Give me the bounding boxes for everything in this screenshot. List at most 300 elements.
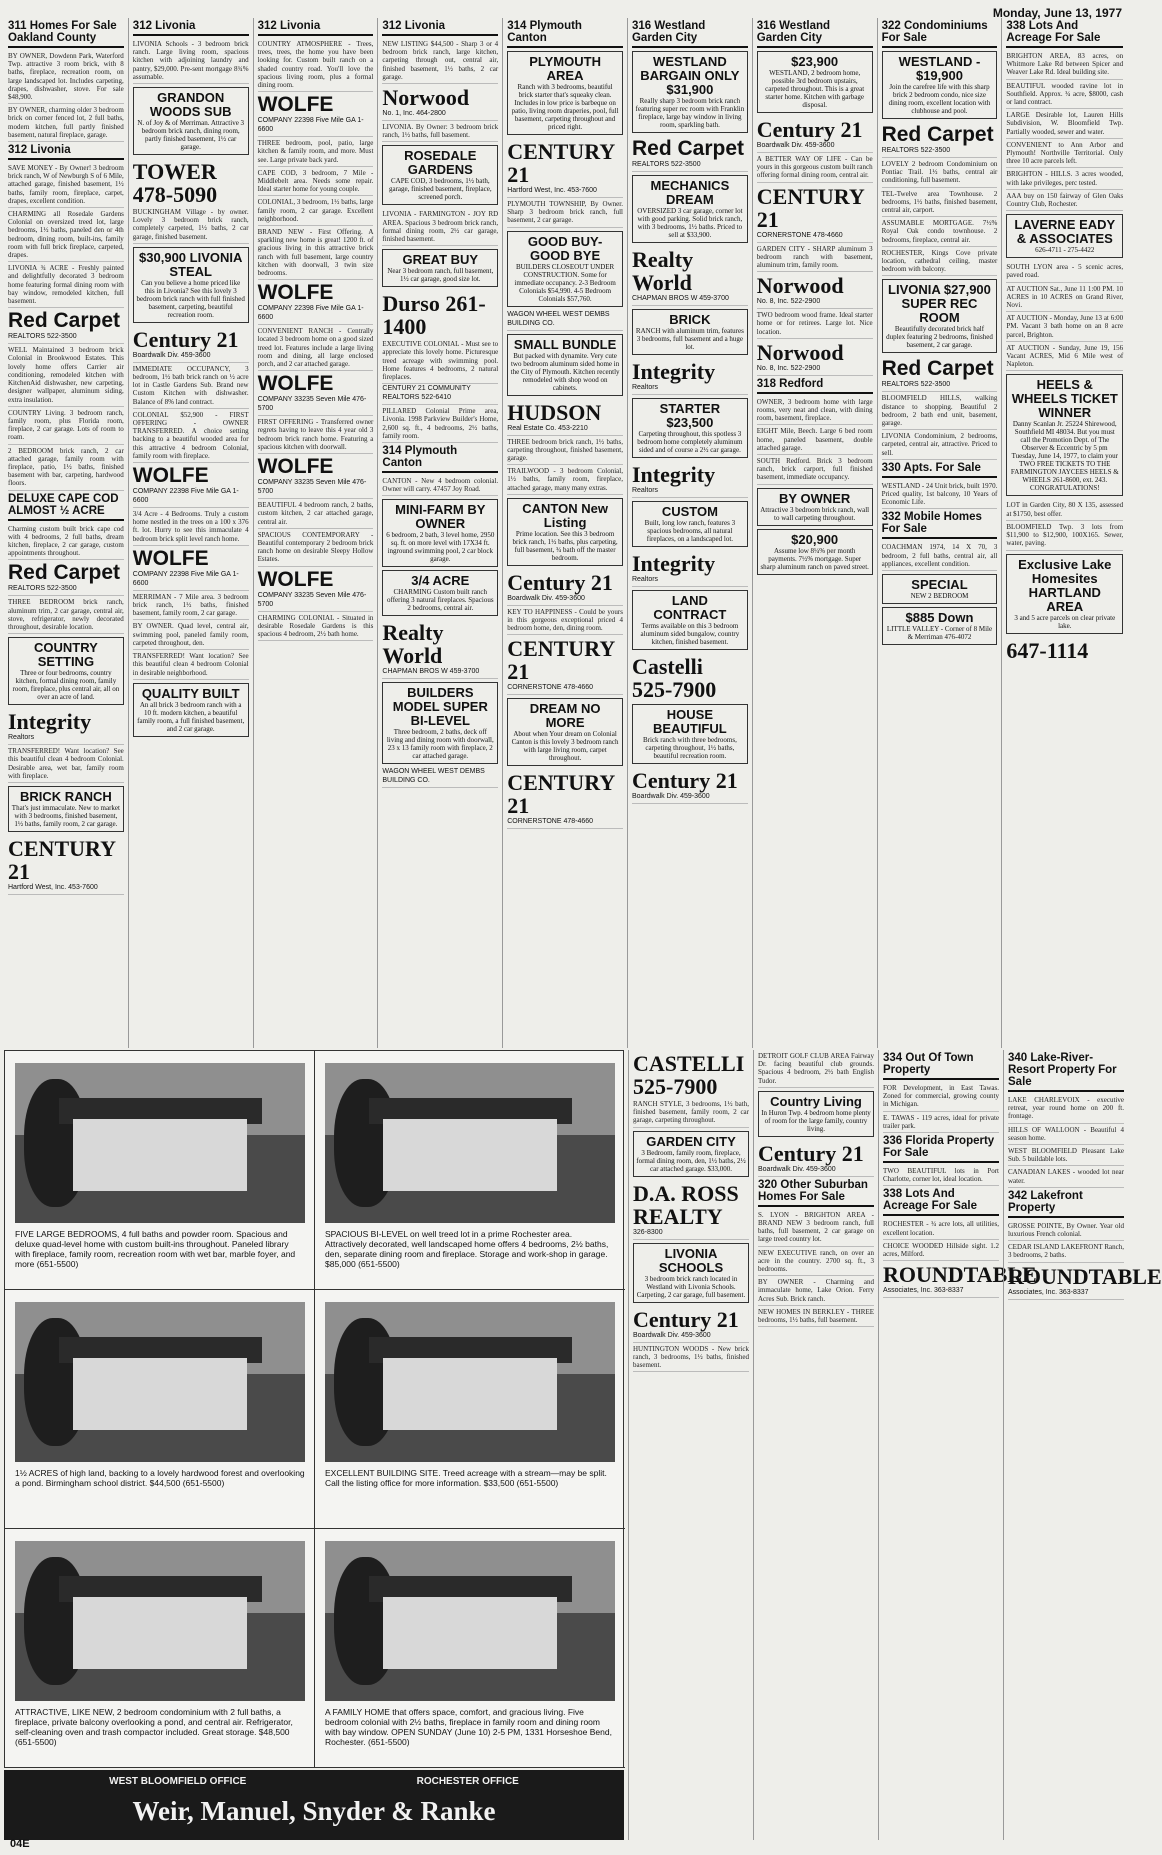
classified-ad: CHARMING COLONIAL - Situated in desirable Rosedale Gardens is this spacious 4 bedroom, 2½ bath home. (258, 612, 374, 642)
display-ad-body: Attractive 3 bedroom brick ranch, wall to wall carpeting throughout. (760, 505, 870, 522)
display-ad-body: Three bedroom, 2 baths, deck off living and dining room with doorwall, 23 x 13 family room with fireplace, 2 car attached garage. (386, 728, 494, 761)
display-ad (1006, 554, 1123, 634)
display-ad-headline: BUILDERS MODEL SUPER BI-LEVEL (392, 685, 488, 729)
classified-ad: BRAND NEW - First Offering. A sparkling new home is great! 1200 ft. of gracious living in this attractive brick ranch with full basement, large country kitchen with doorwall, 3 twin size bedrooms. (258, 226, 374, 280)
classified-ad: IMMEDIATE OCCUPANCY, 3 bedroom, 1½ bath brick ranch on ½ acre lot in Castle Gardens Sub. Brand new Custom Kitchen with dishwasher. Balance of 8% land contract. (133, 363, 249, 409)
listing-photo (15, 1302, 305, 1462)
classified-ad: S. LYON - BRIGHTON AREA - BRAND NEW 3 bedroom ranch, full baths, full basement, 2 car garage on large treed country lot. (758, 1209, 874, 1247)
realty-photo-ad (4, 1050, 624, 1768)
classified-ad: THREE bedroom brick ranch, 1½ baths, carpeting throughout, finished basement, garage. (507, 436, 623, 466)
realtor-tagline: 326-8300 (633, 1228, 749, 1240)
realtor-tagline: CORNERSTONE 478-4660 (507, 817, 623, 829)
lower-column-2 (753, 1050, 878, 1840)
classified-ad: BLOOMFIELD Twp. 3 lots from $11,900 to $12,900, 100X165. Sewer, water, paving. (1006, 521, 1123, 551)
display-ad-body: Assume low 8¼% per month payments. 7½% mortgage. Super sharp aluminum ranch on paved street. (760, 546, 869, 571)
classified-ad: TEL-Twelve area Townhouse. 2 bedrooms, 1½ baths, finished basement, central air, carport. (882, 188, 998, 218)
classified-ad: LIVONIA Schools - 3 bedroom brick ranch. Large living room, spacious kitchen with adjoining laundry and pantry, $29,000. Pre-sent mortgage 8¾% assumable. (133, 38, 249, 84)
classified-ad: NEW EXECUTIVE ranch, on over an acre in the country. 2700 sq. ft., 3 bedrooms. (758, 1247, 874, 1277)
classified-ad: AT AUCTION Sat., June 11 1:00 PM. 10 ACRES in 10 ACRES on Grand River, Novi. (1006, 283, 1123, 313)
classified-ad: EXECUTIVE COLONIAL - Must see to appreciate this lovely home. Picturesque treed acreage with swimming pool. Home features 4 bedrooms, 2 natural fireplaces. (382, 338, 498, 384)
display-ad-body: That's just immaculate. New to market with 3 bedrooms, finished basement, 1½ baths, family room, 2 car garage. (11, 803, 120, 828)
display-ad-headline: $30,900 LIVONIA STEAL (139, 249, 243, 279)
realtor-tagline: Associates, Inc. 363-8337 (883, 1286, 999, 1298)
realtor-logo: CENTURY 21 (756, 183, 864, 232)
realtor-logo: Integrity (631, 462, 716, 487)
realtor-logo: Norwood (756, 339, 844, 365)
section-heading: 312 Livonia (258, 18, 374, 36)
classified-ad: CANADIAN LAKES - wooded lot near water. (1008, 1166, 1124, 1187)
classified-ad: 2 BEDROOM brick ranch, 2 car attached garage, family room with fireplace, patio, 1½ baths, finished basement with bar, carpeting, hardwood floors. (8, 445, 124, 491)
classified-ad: BY OWNER, charming older 3 bedroom brick on corner fenced lot, 2 full baths, modern kitchen, full partly finished basement, natural fireplace, garage. (8, 104, 124, 142)
classified-ad: SPACIOUS CONTEMPORARY - Beautiful contemporary 2 bedroom brick ranch home on desirable Sleepy Hollow Estates. (258, 529, 374, 567)
classified-ad: TRANSFERRED! Want location? See this beautiful clean 4 bedroom Colonial in desirable neighborhood. (133, 650, 249, 680)
display-ad-body: Really sharp 3 bedroom brick ranch featuring super rec room with Franklin fireplace, large bay window in living room, sparkling bath. (635, 97, 745, 129)
classified-ad: WESTLAND - 24 Unit brick, built 1970. Priced quality, 1st balcony, 10 Years of Economic Life. (882, 480, 998, 510)
classified-ad: COUNTRY ATMOSPHERE - Trees, trees, trees, the home you have been looking for. Custom built ranch on a shaded country road. You'll love the spacious living room, plus a formal dining room. (258, 38, 374, 92)
display-ad (633, 1243, 749, 1303)
realtor-logo: TOWER 478-5090 (132, 159, 218, 208)
listing-photo (15, 1063, 305, 1223)
realtor-tagline: Realtors (632, 486, 748, 498)
classified-ad: WEST BLOOMFIELD Pleasant Lake Sub. 5 buildable lots. (1008, 1145, 1124, 1166)
display-ad-body: Near 3 bedroom ranch, full basement, 1½ car garage, good size lot. (387, 267, 494, 284)
realtor-tagline: Real Estate Co. 453-2210 (507, 424, 623, 436)
display-ad (1006, 374, 1123, 496)
realtor-tagline: Boardwalk Div. 459-3600 (757, 141, 873, 153)
realtor-tagline: Boardwalk Div. 459-3600 (632, 792, 748, 804)
classified-ad: A BETTER WAY OF LIFE - Can be yours in this gorgeous custom built ranch offering formal dining room, central air. (757, 153, 873, 183)
display-ad (8, 637, 124, 705)
realtor-logo: D.A. ROSS REALTY (633, 1180, 739, 1229)
display-ad-headline: LAND CONTRACT (653, 593, 727, 622)
section-heading: 316 Westland Garden City (757, 18, 873, 48)
display-ad-body: BUILDERS CLOSEOUT UNDER CONSTRUCTION. Some for immediate occupancy. 2-3 Bedroom Colonials $54,990. 4-5 Bedroom Colonials $57,760. (514, 262, 616, 303)
classified-ad: THREE bedroom, pool, patio, large kitchen & family room, and more. Must see. Large private back yard. (258, 137, 374, 167)
realtor-tagline: REALTORS 522-3500 (632, 160, 748, 172)
display-ad-body: Brick ranch with three bedrooms, carpeting throughout, 1½ baths, beautiful recreation room. (642, 736, 737, 760)
realtor-tagline: COMPANY 33235 Seven Mile 476-5700 (258, 478, 374, 499)
column-8 (878, 18, 1003, 1048)
display-ad-body: Can you believe a home priced like this in Livonia? See this lovely 3 bedroom brick ranch with full finished basement, carpeting, beautiful recreation room. (136, 278, 245, 319)
display-ad-headline: $885 Down (905, 610, 974, 626)
display-ad-headline: ROSEDALE GARDENS (404, 148, 477, 178)
display-ad (133, 247, 249, 323)
classified-ad: RANCH STYLE, 3 bedrooms, 1½ bath, finished basement, family room, 2 car garage, carpeting throughout. (633, 1098, 749, 1128)
classified-ad: HILLS OF WALLOON - Beautiful 4 season home. (1008, 1124, 1124, 1145)
realtor-logo: 647-1114 (1006, 637, 1089, 663)
realtor-tagline: Hartford West, Inc. 453-7600 (8, 883, 124, 895)
listing-photo (15, 1541, 305, 1701)
classified-ad: AT AUCTION - Monday, June 13 at 6:00 PM. Vacant 3 bath home on an 8 acre parcel, Brighton. (1006, 312, 1123, 342)
display-ad-headline: 3/4 ACRE (411, 573, 470, 589)
realtor-logo: Century 21 (132, 326, 239, 352)
classified-ad: BEAUTIFUL 4 bedroom ranch, 2 baths, custom kitchen, 2 car attached garage, central air. (258, 499, 374, 529)
realtor-tagline: COMPANY 33235 Seven Mile 476-5700 (258, 395, 374, 416)
realtor-logo: WOLFE (257, 93, 334, 117)
realtor-logo: Realty World (631, 247, 694, 295)
display-ad (382, 145, 498, 205)
display-ad (507, 51, 623, 135)
realtor-tagline: COMPANY 22398 Five Mile GA 1-6600 (133, 570, 249, 591)
display-ad-body: In Huron Twp. 4 bedroom home plenty of room for the large family, country living. (761, 1108, 871, 1133)
classified-ad: DETROIT GOLF CLUB AREA Fairway Dr. facing beautiful club grounds. Spacious 4 bedroom, 2½ bath English Tudor. (758, 1050, 874, 1088)
realtor-logo: Red Carpet (881, 123, 994, 146)
display-ad (882, 51, 998, 119)
lower-column-3 (878, 1050, 1037, 1840)
lower-column-4 (1003, 1050, 1162, 1840)
display-ad (882, 607, 998, 645)
section-heading: 312 Livonia (382, 18, 498, 36)
section-heading: 314 Plymouth Canton (507, 18, 623, 48)
classified-ad: CONVENIENT to Ann Arbor and Plymouth! Northville Territorial. Only three 10 acre parcels left. (1006, 139, 1123, 169)
display-ad (632, 704, 748, 764)
listing-photo-item (5, 1051, 315, 1290)
classified-ad: GROSSE POINTE, By Owner. Year old luxurious French colonial. (1008, 1220, 1124, 1241)
realtor-logo: Century 21 (507, 569, 613, 595)
display-ad (633, 1131, 749, 1177)
realtor-tagline: WAGON WHEEL WEST DEMBS BUILDING CO. (382, 767, 498, 788)
classified-columns (4, 18, 1128, 1048)
realtor-logo: WOLFE (132, 546, 209, 570)
display-ad (382, 682, 498, 764)
realtor-logo: WOLFE (257, 372, 334, 396)
section-heading: 314 Plymouth Canton (382, 443, 498, 473)
realtor-tagline: CORNERSTONE 478-4660 (507, 683, 623, 695)
section-heading: 322 Condominiums For Sale (882, 18, 998, 48)
display-ad-body: Danny Scanlan Jr. 25224 Shirewood, Southfield MI 48034. But you must call the Promotion Dept. of The Observer & Eccentric by 5 pm Tuesday, June 14, 1977, to claim your TWO FREE TICKETS TO THE FARMINGTON JAYCEES HEELS & WHEELS 261-8600, ext. 243. CONGRATULATIONS! (1010, 420, 1119, 493)
display-ad (632, 51, 748, 133)
display-ad-body: CHARMING Custom built ranch offering 3 natural fireplaces. Spacious 2 bedrooms, central air. (386, 588, 494, 613)
realtor-logo: Integrity (631, 551, 716, 576)
column-5 (503, 18, 628, 1048)
listing-photo-item (5, 1529, 315, 1768)
classified-ad: CEDAR ISLAND LAKEFRONT Ranch, 3 bedrooms, 2 baths. (1008, 1241, 1124, 1262)
listing-caption: A FAMILY HOME that offers space, comfort, and gracious living. Five bedroom colonial with 2½ baths, fireplace in family room and dining room with bay window. OPEN SUNDAY (June 10) 2-5 PM, 1331 Horseshoe Bend, Rochester. (651-5500) (325, 1707, 612, 1747)
listing-caption: EXCELLENT BUILDING SITE. Treed acreage with a stream—may be split. Call the listing office for more information. $33,500 (651-5500) (325, 1468, 607, 1488)
display-ad-body: LITTLE VALLEY - Corner of 8 Mile & Merriman 476-4072 (886, 625, 993, 642)
classified-ad: TRAILWOOD - 3 bedroom Colonial, 1½ baths, family room, fireplace, attached garage, many many extras. (507, 465, 623, 495)
classified-ad: ASSUMABLE MORTGAGE. 7½% Royal Oak condo townhouse. 2 bedrooms, fireplace, central air. (882, 217, 998, 247)
realtor-tagline: REALTORS 522-3500 (8, 584, 124, 596)
classified-ad: ROCHESTER, Kings Cove private location, cathedral ceiling, master bedroom with balcony. (882, 247, 998, 277)
classified-ad: BEAUTIFUL wooded ravine lot in Southfield. Approx. ¾ acre, $8000, cash or land contract. (1006, 80, 1123, 110)
classified-ad: CAPE COD, 3 bedroom, 7 Mile - Middlebelt area. Needs some repair. Ideal starter home for young couple. (258, 167, 374, 197)
display-ad-headline: SPECIAL (911, 577, 968, 593)
classified-ad: LOT in Garden City, 80 X 135, assessed at $1750, best offer. (1006, 499, 1123, 520)
classified-ad: CHOICE WOODED Hillside sight. 1.2 acres, Milford. (883, 1240, 999, 1261)
display-ad (507, 231, 623, 307)
display-ad (632, 175, 748, 243)
realtor-logo: CENTURY 21 (8, 835, 116, 884)
display-ad-body: Terms available on this 3 bedroom aluminum sided bungalow, country kitchen, finished basement. (640, 622, 740, 646)
realtor-logo: Century 21 (633, 1306, 739, 1332)
classified-ad: AAA buy on 150 fairway of Glen Oaks Country Club, Rochester. (1006, 190, 1123, 211)
display-ad-body: NEW 2 BEDROOM (910, 592, 969, 601)
realtor-tagline: COMPANY 22398 Five Mile GA 1-6600 (258, 304, 374, 325)
display-ad (632, 398, 748, 458)
display-ad (632, 501, 748, 547)
display-ad-headline: BRICK RANCH (20, 788, 112, 804)
display-ad-headline: QUALITY BUILT (141, 685, 240, 701)
section-heading: 320 Other Suburban Homes For Sale (758, 1177, 874, 1207)
realtor-logo: HUDSON (507, 399, 602, 425)
realtor-tagline: No. 8, Inc. 522-2900 (757, 297, 873, 309)
display-ad-headline: Country Living (770, 1093, 862, 1109)
realtor-tagline: REALTORS 522-3500 (8, 332, 124, 344)
realtor-tagline: Boardwalk Div. 459-3600 (133, 351, 249, 363)
classified-ad: 3/4 Acre - 4 Bedrooms. Truly a custom home nestled in the trees on a 100 x 376 ft. lot. Hurry to see this immaculate 4 bedroom brick split level ranch home. (133, 508, 249, 546)
section-heading: 316 Westland Garden City (632, 18, 748, 48)
realtor-tagline: Boardwalk Div. 459-3600 (758, 1165, 874, 1177)
display-ad-headline: SMALL BUNDLE (513, 336, 617, 352)
display-ad-body: Three or four bedrooms, country kitchen, formal dining room, family room, fireplace, plus central air, all on over an acre of land. (12, 669, 120, 702)
classified-ad: FOR Development, in East Tawas. Zoned for commercial, growing county in Michigan. (883, 1082, 999, 1112)
display-ad-headline: GREAT BUY (402, 252, 479, 268)
realtor-logo: Century 21 (756, 117, 863, 142)
classified-ad: COACHMAN 1974, 14 X 70, 3 bedroom, 2 full baths, central air, all appliances, excellent condition. (882, 541, 998, 571)
listing-photo-item (315, 1290, 625, 1529)
classified-ad: LIVONIA Condominium, 2 bedrooms, carpeted, central air, attractive. Priced to sell. (882, 430, 998, 460)
realtor-logo: WOLFE (257, 455, 334, 479)
realtor-logo: Realty World (382, 620, 444, 669)
classified-ad: AT AUCTION - Sunday, June 19, 156 Vacant ACRES, Mid 6 Mile west of Napleton. (1006, 342, 1123, 372)
realtor-tagline: No. 8, Inc. 522-2900 (757, 364, 873, 376)
classified-ad: SAVE MONEY - By Owner! 3 bedroom brick ranch, W of Newburgh S of 6 Mile, attached garage, finished basement, 1½ baths, family room, fireplace, carpet, drapes, excellent condition. (8, 162, 124, 208)
section-heading: 340 Lake-River-Resort Property For Sale (1008, 1050, 1124, 1092)
column-2 (129, 18, 254, 1048)
classified-ad: LAKE CHARLEVOIX - executive retreat, year round home on 200 ft. frontage. (1008, 1094, 1124, 1124)
realtor-logo: ROUNDTABLE (1008, 1263, 1162, 1289)
realtor-tagline: CHAPMAN BROS W 459-3700 (382, 667, 498, 679)
office-rochester: ROCHESTER OFFICE (416, 1776, 519, 1787)
display-ad (507, 698, 623, 766)
display-ad-body: CAPE COD, 3 bedrooms, 1½ bath, garage, finished basement, fireplace, screened porch. (388, 177, 492, 202)
display-ad-headline: STARTER $23,500 (659, 401, 721, 430)
display-ad-headline: WESTLAND - $19,900 (898, 54, 981, 83)
display-ad-headline: WESTLAND BARGAIN ONLY $31,900 (640, 54, 740, 97)
display-ad-body: WESTLAND, 2 bedroom home, possible 3rd bedroom upstairs, carpeted throughout. This is a great starter home. Kitchen with garbage disposal. (765, 69, 865, 109)
display-ad-headline: HEELS & WHEELS TICKET WINNER (1011, 377, 1118, 421)
listing-photo-item (315, 1051, 625, 1290)
display-ad-body: Carpeting throughout, this spotless 3 bedroom home completely aluminum sided and of course a 2½ car garage. (637, 430, 743, 454)
display-ad-headline: BY OWNER (779, 490, 851, 506)
classified-ad: BRIGHTON - HILLS. 3 acres wooded, with lake privileges, perc tested. (1006, 168, 1123, 189)
classified-ad: PILLARED Colonial Prime area, Livonia. 1998 Parkview Builder's Home, 2,600 sq. ft., 4 bedrooms, 2½ baths, family room. (382, 405, 498, 443)
section-heading: 312 Livonia (133, 18, 249, 36)
section-heading: 330 Apts. For Sale (882, 460, 998, 478)
realtor-tagline: Associates, Inc. 363-8337 (1008, 1288, 1124, 1300)
display-ad (632, 590, 748, 650)
display-ad-body: But packed with dynamite. Very cute two bedroom aluminum sided home in the City of Plymouth. Kitchen recently remodeled with shop wood on cabinets. (510, 351, 620, 392)
classified-columns-lower (628, 1050, 1162, 1840)
classified-ad: BUCKINGHAM Village - by owner. Lovely 3 bedroom brick ranch, completely carpeted, 1½ baths, 2 car garage, finished basement. (133, 206, 249, 244)
classified-ad: LIVONIA - FARMINGTON - JOY RD AREA. Spacious 3 bedroom brick ranch, formal dining room, 2½ car garage, finished basement. (382, 208, 498, 246)
classified-ad: TRANSFERRED! Want location? See this beautiful clean 4 bedroom Colonial. Desirable area, wet bar, family room with fireplace. (8, 745, 124, 783)
classified-ad: E. TAWAS - 119 acres, ideal for private trailer park. (883, 1112, 999, 1133)
classified-ad: BY OWNER. Quad level, central air, swimming pool, paneled family room, carpeted throughout, den. (133, 620, 249, 650)
display-ad-headline: PLYMOUTH AREA (529, 54, 601, 83)
classified-ad: NEW LISTING $44,500 - Sharp 3 or 4 bedroom brick ranch, large kitchen, carpeting through out, central air, finished basement, 1½ baths, 2 car garage. (382, 38, 498, 84)
display-ad (382, 499, 498, 567)
classified-ad: Charming custom built brick cape cod with 4 bedrooms, 2 full baths, dream kitchen, fireplace, 2 car garage, custom appointments throughout. (8, 523, 124, 561)
classified-ad: CONVENIENT RANCH - Centrally located 3 bedroom home on a good sized treed lot. Features include a large living room and dining, all large enclosed porch, and 2 car attached garage. (258, 325, 374, 371)
classified-ad: COLONIAL, 3 bedroom, 1½ baths, large family room, 2 car garage. Excellent neighborhood. (258, 196, 374, 226)
realtor-tagline: Boardwalk Div. 459-3600 (507, 594, 623, 606)
display-ad-headline: LIVONIA SCHOOLS (658, 1245, 724, 1275)
lower-column-1 (628, 1050, 753, 1840)
realtor-tagline: REALTORS 522-3500 (882, 146, 998, 158)
realtor-logo: Red Carpet (8, 561, 121, 585)
column-1 (4, 18, 129, 1048)
display-ad (507, 498, 623, 566)
classified-ad: TWO BEAUTIFUL lots in Port Charlotte, corner lot, ideal location. (883, 1165, 999, 1186)
display-ad (382, 249, 498, 287)
display-ad-headline: $23,900 (791, 54, 839, 69)
realtor-tagline: COMPANY 33235 Seven Mile 476-5700 (258, 591, 374, 612)
classified-ad: COLONIAL $52,900 - FIRST OFFERING - OWNER TRANSFERRED. A choice setting backing to a beautiful wooded area for this attractive 4 bedroom Colonial, family room with fireplace. (133, 409, 249, 463)
display-ad-headline: GRANDON WOODS SUB (149, 90, 232, 120)
display-ad (882, 574, 998, 604)
classified-ad: BLOOMFIELD HILLS, walking distance to shopping. Beautiful 2 bedroom, 2 bath end unit, basement, garage. (882, 392, 998, 430)
realtor-tagline: COMPANY 22398 Five Mile GA 1-6600 (258, 116, 374, 137)
display-ad (133, 87, 249, 155)
realtor-logo: CASTELLI 525-7900 (633, 1051, 745, 1099)
display-ad-body: OVERSIZED 3 car garage, corner lot with good parking. Solid brick ranch, with 3 bedrooms, 1½ baths. Priced to sell at $33,900. (637, 207, 743, 239)
realtor-logo: WOLFE (257, 281, 334, 305)
realtor-tagline: REALTORS 522-3500 (882, 380, 998, 392)
realtor-logo: Norwood (382, 85, 470, 111)
classified-ad: KEY TO HAPPINESS - Could be yours in this gorgeous exceptional priced 4 bedroom home, den, dining room. (507, 606, 623, 636)
display-ad-body: RANCH with aluminum trim, features 3 bedrooms, full basement and a huge lot. (635, 327, 744, 351)
display-ad (758, 1091, 874, 1137)
classified-ad: MERRIMAN - 7 Mile area. 3 bedroom brick ranch, 1½ baths, finished basement, family room, 2 car garage. (133, 591, 249, 621)
display-ad-headline: MECHANICS DREAM (650, 178, 730, 207)
listing-photo (325, 1302, 615, 1462)
classified-ad: BRIGHTON AREA, 83 acres, on Whitmore Lake Rd between Spicer and Weaver Lake Rd. Ideal building site. (1006, 50, 1123, 80)
classified-ad: HUNTINGTON WOODS - New brick ranch, 3 bedrooms, 1½ baths, finished basement. (633, 1343, 749, 1373)
classified-ad: WELL Maintained 3 bedroom brick Colonial in Brookwood Estates. This lovely home offers Carrier air conditioning, remodeled kitchen with KitchenAid dishwasher, new carpeting, designer wallpaper, aluminum siding, extra insulation. (8, 344, 124, 406)
section-heading: 332 Mobile Homes For Sale (882, 509, 998, 539)
column-6 (628, 18, 753, 1048)
display-ad-body: 3 bedroom brick ranch located in Westland with Livonia Schools. Carpeting, 2 car garage, full basement. (636, 1274, 746, 1299)
display-ad-body: Ranch with 3 bedrooms, beautiful brick starter that's squeaky clean. Includes in low price is barbeque on patio, living room draperies, pool, full basement, carpeting throughout and priced right. (511, 83, 619, 131)
realtor-tagline: WAGON WHEEL WEST DEMBS BUILDING CO. (507, 310, 623, 331)
display-ad-body: About when Your dream on Colonial Canton is this lovely 3 bedroom ranch with large living room, carpet throughout. (511, 730, 619, 763)
realtor-tagline: Hartford West, Inc. 453-7600 (507, 186, 623, 198)
realtor-tagline: Realtors (8, 733, 124, 745)
display-ad-body: 3 and 5 acre parcels on clear private lake. (1014, 613, 1116, 630)
column-4 (378, 18, 503, 1048)
realtor-logo: ROUNDTABLE (883, 1262, 1037, 1288)
realtor-tagline: CENTURY 21 COMMUNITY REALTORS 522-6410 (382, 384, 498, 405)
display-ad-headline: $20,900 (791, 531, 839, 547)
section-heading: 338 Lots And Acreage For Sale (1006, 18, 1123, 48)
column-9 (1002, 18, 1127, 1048)
classified-ad: BY OWNER, Dowdenn Park, Waterford Twp. attractive 3 room brick, with 8 baths, fireplace, recreation room, on large landscaped lot. Includes carpeting, drapes, dishwasher, stove. For sale $48,900. (8, 50, 124, 104)
listing-caption: FIVE LARGE BEDROOMS, 4 full baths and powder room. Spacious and deluxe quad-level home with custom built-ins throughout. Paneled library with fireplace, family room, recreation room with wet bar, marble foyer, and more (651-5500) (15, 1229, 296, 1269)
section-heading: 312 Livonia (8, 142, 124, 160)
classified-ad: SOUTH Redford. Brick 3 bedroom ranch, brick carport, full finished basement, immediate occupancy. (757, 455, 873, 485)
display-ad-headline: CANTON New Listing (522, 500, 608, 530)
realty-company-name: Weir, Manuel, Snyder & Ranke (132, 1796, 496, 1826)
classified-ad: CANTON - New 4 bedroom colonial. Owner will carry. 47457 Joy Road. (382, 475, 498, 496)
section-heading: 311 Homes For Sale Oakland County (8, 18, 124, 48)
realtor-logo: Red Carpet (881, 357, 994, 381)
section-heading: 318 Redford (757, 376, 873, 394)
display-ad-headline: LIVONIA $27,900 SUPER REC ROOM (888, 282, 991, 326)
classified-ad: OWNER, 3 bedroom home with large rooms, very neat and clean, with dining room, basement, fireplace. (757, 396, 873, 426)
realtor-logo: Red Carpet (8, 309, 121, 333)
realtor-logo: Durso 261-1400 (382, 291, 486, 340)
column-3 (254, 18, 379, 1048)
listing-caption: 1½ ACRES of high land, backing to a lovely hardwood forest and overlooking a pond. Birmingham school district. $44,500 (651-5500) (15, 1468, 305, 1488)
listing-photo (325, 1063, 615, 1223)
classified-ad: TWO bedroom wood frame. Ideal starter home or for retirees. Large lot. Nice location. (757, 309, 873, 339)
realtor-logo: Norwood (756, 273, 844, 299)
classified-ad: LOVELY 2 bedroom Condominium on Pontiac Trail. 1½ baths, central air conditioning, full basement. (882, 158, 998, 188)
running-head: Monday, June 13, 1977 (992, 6, 1122, 20)
classified-ad: ROCHESTER - ¾ acre lots, all utilities, excellent location. (883, 1218, 999, 1239)
realtor-logo: Red Carpet (631, 137, 745, 160)
realtor-logo: Integrity (631, 359, 716, 384)
classified-ad: LIVONIA. By Owner: 3 bedroom brick ranch, 1½ baths, full basement. (382, 121, 498, 142)
display-ad-headline: Exclusive Lake Homesites HARTLAND AREA (1018, 556, 1112, 614)
display-ad (757, 488, 873, 526)
page-number: 04E (10, 1838, 30, 1850)
display-ad (507, 334, 623, 396)
display-ad-body: 3 Bedroom, family room, fireplace, formal dining room, den, 1½ baths, 2½ car attached garage. $33,000. (636, 1148, 746, 1173)
display-ad-body: 6 bedroom, 2 bath, 3 level home, 2950 sq. ft. on more level with 17X34 ft. inground swimming pool, 2 car block garage. (386, 531, 495, 564)
display-ad-headline: CUSTOM (661, 504, 718, 519)
realtor-logo: WOLFE (132, 464, 209, 488)
display-ad-body: Built, long low ranch, features 3 spacious bedrooms, all natural fireplaces, on a landscaped lot. (644, 519, 736, 543)
listing-caption: SPACIOUS BI-LEVEL on well treed lot in a prime Rochester area. Attractively decorated, well landscaped home offers 4 bedrooms, 2½ baths, den, separate dining room and fireplace. Storage and work-shop in garage. $85,000 (651-5500) (325, 1229, 609, 1269)
section-heading: 336 Florida Property For Sale (883, 1133, 999, 1163)
classified-ad: BY OWNER - Charming and immaculate home, Lake Orion. Ferry Acres Sub. Brick ranch. (758, 1276, 874, 1306)
display-ad-headline: COUNTRY SETTING (34, 640, 98, 670)
section-heading: 334 Out Of Town Property (883, 1050, 999, 1080)
display-ad-headline: MINI-FARM BY OWNER (395, 502, 486, 532)
listing-photo-item (315, 1529, 625, 1768)
column-7 (753, 18, 878, 1048)
display-ad-body: An all brick 3 bedroom ranch with a 10 ft. modern kitchen, a beautiful family room, a full finished basement, and 2 car garage. (137, 700, 245, 733)
display-ad (757, 529, 873, 575)
classified-ad: COUNTRY Living. 3 bedroom ranch, family room, plus Florida room, fireplace, 2 car garage. Lots of room to roam. (8, 407, 124, 445)
classified-ad: LARGE Desirable lot, Lauren Hills Subdivision, W. Bloomfield Twp. Partially wooded, sewer and water. (1006, 109, 1123, 139)
display-ad (133, 683, 249, 737)
classified-ad: CHARMING all Rosedale Gardens Colonial on oversized treed lot, large bedrooms, 1½ baths, paneled den or 4th bedroom, dining room, built-ins, family room with full brick fireplace, carpeted, drapes. (8, 208, 124, 262)
display-ad (757, 51, 873, 113)
realtor-logo: Century 21 (631, 768, 738, 793)
realtor-logo: WOLFE (257, 567, 334, 591)
section-heading: DELUXE CAPE COD ALMOST ½ ACRE (8, 491, 124, 521)
display-ad-headline: HOUSE BEAUTIFUL (653, 707, 727, 736)
classified-ad: LIVONIA ¾ ACRE - Freshly painted and delightfully decorated 3 bedroom home featuring formal dining room with bay window, remodeled kitchen, full basement. (8, 262, 124, 308)
classified-ad: GARDEN CITY - SHARP aluminum 3 bedroom ranch with basement, aluminum trim, family room. (757, 243, 873, 273)
listing-caption: ATTRACTIVE, LIKE NEW, 2 bedroom condominium with 2 full baths, a fireplace, private balcony overlooking a pond, and central air. Refrigerator, self-cleaning oven and trash compactor included. Great storage. $48,500 (651-5500) (15, 1707, 293, 1747)
display-ad-body: 626-4711 - 275-4422 (1035, 246, 1095, 255)
realtor-tagline: Realtors (632, 383, 748, 395)
display-ad (1006, 214, 1123, 258)
realtor-tagline: Boardwalk Div. 459-3600 (633, 1331, 749, 1343)
section-heading: 342 Lakefront Property (1008, 1188, 1124, 1218)
realtor-tagline: CORNERSTONE 478-4660 (757, 231, 873, 243)
realtor-logo: Century 21 (758, 1140, 864, 1166)
classified-ad: PLYMOUTH TOWNSHIP, By Owner. Sharp 3 bedroom brick ranch, full basement, 2 car garage. (507, 198, 623, 228)
listing-photo (325, 1541, 615, 1701)
realtor-tagline: Realtors (632, 575, 748, 587)
classified-ad: SOUTH LYON area - 5 scenic acres, paved road. (1006, 261, 1123, 282)
